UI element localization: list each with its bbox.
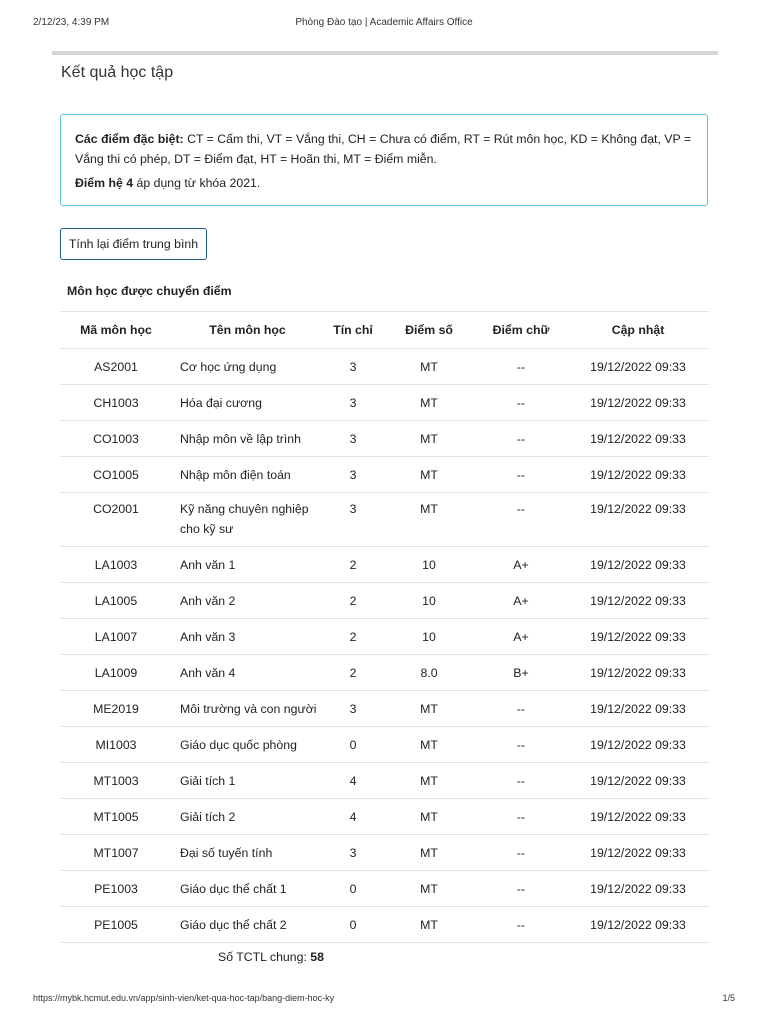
course-letter-grade: A+ bbox=[475, 583, 567, 619]
course-code: PE1005 bbox=[60, 907, 172, 943]
course-code: LA1003 bbox=[60, 547, 172, 583]
page-title: Kết quả học tập bbox=[61, 64, 174, 81]
table-header-row bbox=[60, 312, 709, 349]
table-row bbox=[60, 457, 709, 493]
course-updated: 19/12/2022 09:33 bbox=[567, 619, 709, 655]
course-score: MT bbox=[383, 727, 475, 763]
course-updated: 19/12/2022 09:33 bbox=[567, 349, 709, 385]
course-updated: 19/12/2022 09:33 bbox=[567, 655, 709, 691]
course-score: 10 bbox=[383, 619, 475, 655]
top-divider bbox=[52, 51, 718, 55]
table-row bbox=[60, 691, 709, 727]
course-code: MI1003 bbox=[60, 727, 172, 763]
header-credits: Tín chỉ bbox=[323, 312, 383, 349]
course-code: LA1005 bbox=[60, 583, 172, 619]
course-letter-grade: -- bbox=[475, 421, 567, 457]
course-name: Anh văn 4 bbox=[172, 655, 323, 691]
course-credits: 3 bbox=[323, 457, 383, 493]
course-letter-grade: A+ bbox=[475, 619, 567, 655]
course-code: CH1003 bbox=[60, 385, 172, 421]
course-score: MT bbox=[383, 493, 475, 547]
course-credits: 4 bbox=[323, 763, 383, 799]
course-score: MT bbox=[383, 907, 475, 943]
course-letter-grade: -- bbox=[475, 493, 567, 547]
table-row bbox=[60, 727, 709, 763]
course-letter-grade: -- bbox=[475, 763, 567, 799]
course-updated: 19/12/2022 09:33 bbox=[567, 835, 709, 871]
course-updated: 19/12/2022 09:33 bbox=[567, 385, 709, 421]
course-updated: 19/12/2022 09:33 bbox=[567, 421, 709, 457]
special-grades-info-box bbox=[60, 114, 708, 206]
course-credits: 0 bbox=[323, 907, 383, 943]
course-code: LA1009 bbox=[60, 655, 172, 691]
table-row bbox=[60, 349, 709, 385]
course-code: PE1003 bbox=[60, 871, 172, 907]
course-updated: 19/12/2022 09:33 bbox=[567, 691, 709, 727]
table-row bbox=[60, 619, 709, 655]
header-course-code: Mã môn học bbox=[60, 312, 172, 349]
section-title: Môn học được chuyển điểm bbox=[67, 284, 232, 298]
course-name: Anh văn 2 bbox=[172, 583, 323, 619]
course-updated: 19/12/2022 09:33 bbox=[567, 727, 709, 763]
course-updated: 19/12/2022 09:33 bbox=[567, 871, 709, 907]
course-name: Giáo dục thể chất 2 bbox=[172, 907, 323, 943]
course-name: Kỹ năng chuyên nghiệp cho kỹ sư bbox=[172, 493, 323, 547]
grade-scale-note bbox=[75, 173, 693, 193]
header-course-name: Tên môn học bbox=[172, 312, 323, 349]
header-updated: Cập nhật bbox=[567, 312, 709, 349]
course-credits: 3 bbox=[323, 835, 383, 871]
course-letter-grade: -- bbox=[475, 385, 567, 421]
course-score: 10 bbox=[383, 547, 475, 583]
table-row bbox=[60, 907, 709, 943]
header-letter-grade: Điểm chữ bbox=[475, 312, 567, 349]
special-grades-text: CT = Cấm thi, VT = Vắng thi, CH = Chưa có điểm, RT = Rút môn học, KD = Không đạt, VP = Vắng thi có phép, DT = Điểm đạt, HT = Hoãn thi, MT = Điểm miễn. bbox=[75, 132, 692, 166]
course-name: Đại số tuyến tính bbox=[172, 835, 323, 871]
course-code: AS2001 bbox=[60, 349, 172, 385]
table-row bbox=[60, 871, 709, 907]
transferred-courses-table bbox=[60, 311, 709, 943]
special-grades-label: Các điểm đặc biệt: bbox=[75, 132, 184, 146]
course-credits: 3 bbox=[323, 421, 383, 457]
course-credits: 3 bbox=[323, 493, 383, 547]
total-credits-value: 58 bbox=[310, 950, 324, 964]
course-letter-grade: B+ bbox=[475, 655, 567, 691]
course-code: LA1007 bbox=[60, 619, 172, 655]
course-credits: 2 bbox=[323, 547, 383, 583]
grade-scale-text: áp dụng từ khóa 2021. bbox=[133, 176, 261, 190]
course-updated: 19/12/2022 09:33 bbox=[567, 763, 709, 799]
print-header bbox=[0, 17, 768, 33]
header-score: Điểm số bbox=[383, 312, 475, 349]
course-credits: 0 bbox=[323, 727, 383, 763]
course-name: Môi trường và con người bbox=[172, 691, 323, 727]
course-name: Nhập môn về lập trình bbox=[172, 421, 323, 457]
course-code: CO1003 bbox=[60, 421, 172, 457]
print-datetime: 2/12/23, 4:39 PM bbox=[33, 17, 110, 28]
course-score: MT bbox=[383, 457, 475, 493]
course-updated: 19/12/2022 09:33 bbox=[567, 907, 709, 943]
print-page-number: 1/5 bbox=[722, 993, 735, 1003]
special-grades-note bbox=[75, 129, 693, 169]
course-letter-grade: -- bbox=[475, 835, 567, 871]
course-code: MT1003 bbox=[60, 763, 172, 799]
course-score: MT bbox=[383, 835, 475, 871]
course-name: Giáo dục thể chất 1 bbox=[172, 871, 323, 907]
recalculate-average-button[interactable]: Tính lại điểm trung bình bbox=[60, 228, 207, 260]
course-letter-grade: -- bbox=[475, 799, 567, 835]
course-credits: 3 bbox=[323, 691, 383, 727]
course-letter-grade: -- bbox=[475, 727, 567, 763]
table-row bbox=[60, 835, 709, 871]
course-letter-grade: -- bbox=[475, 349, 567, 385]
course-score: MT bbox=[383, 763, 475, 799]
table-row bbox=[60, 385, 709, 421]
course-name: Nhập môn điện toán bbox=[172, 457, 323, 493]
course-score: 10 bbox=[383, 583, 475, 619]
course-name: Anh văn 1 bbox=[172, 547, 323, 583]
course-credits: 4 bbox=[323, 799, 383, 835]
course-letter-grade: -- bbox=[475, 871, 567, 907]
course-score: MT bbox=[383, 421, 475, 457]
print-url: https://mybk.hcmut.edu.vn/app/sinh-vien/ket-qua-hoc-tap/bang-diem-hoc-ky bbox=[33, 993, 335, 1003]
table-row bbox=[60, 763, 709, 799]
table-row bbox=[60, 655, 709, 691]
course-credits: 2 bbox=[323, 583, 383, 619]
course-score: 8.0 bbox=[383, 655, 475, 691]
course-updated: 19/12/2022 09:33 bbox=[567, 583, 709, 619]
course-name: Giáo dục quốc phòng bbox=[172, 727, 323, 763]
course-credits: 2 bbox=[323, 655, 383, 691]
course-updated: 19/12/2022 09:33 bbox=[567, 799, 709, 835]
course-credits: 3 bbox=[323, 349, 383, 385]
course-name: Giải tích 1 bbox=[172, 763, 323, 799]
course-name: Anh văn 3 bbox=[172, 619, 323, 655]
total-credits-label: Số TCTL chung: bbox=[218, 950, 311, 964]
course-code: MT1005 bbox=[60, 799, 172, 835]
course-credits: 2 bbox=[323, 619, 383, 655]
course-score: MT bbox=[383, 691, 475, 727]
print-footer bbox=[0, 993, 768, 1007]
table-row bbox=[60, 421, 709, 457]
course-updated: 19/12/2022 09:33 bbox=[567, 457, 709, 493]
course-code: CO1005 bbox=[60, 457, 172, 493]
table-row bbox=[60, 547, 709, 583]
course-name: Cơ học ứng dụng bbox=[172, 349, 323, 385]
course-credits: 0 bbox=[323, 871, 383, 907]
course-score: MT bbox=[383, 349, 475, 385]
course-code: ME2019 bbox=[60, 691, 172, 727]
print-page-title: Phòng Đào tạo | Academic Affairs Office bbox=[295, 17, 473, 28]
course-letter-grade: -- bbox=[475, 907, 567, 943]
grade-scale-label: Điểm hệ 4 bbox=[75, 176, 134, 190]
course-letter-grade: -- bbox=[475, 691, 567, 727]
course-score: MT bbox=[383, 871, 475, 907]
course-code: MT1007 bbox=[60, 835, 172, 871]
table-row bbox=[60, 799, 709, 835]
course-updated: 19/12/2022 09:33 bbox=[567, 493, 709, 547]
total-credits bbox=[218, 950, 324, 964]
course-score: MT bbox=[383, 385, 475, 421]
course-updated: 19/12/2022 09:33 bbox=[567, 547, 709, 583]
course-name: Giải tích 2 bbox=[172, 799, 323, 835]
course-credits: 3 bbox=[323, 385, 383, 421]
course-name: Hóa đại cương bbox=[172, 385, 323, 421]
course-letter-grade: -- bbox=[475, 457, 567, 493]
course-code: CO2001 bbox=[60, 493, 172, 547]
table-row bbox=[60, 583, 709, 619]
course-score: MT bbox=[383, 799, 475, 835]
course-letter-grade: A+ bbox=[475, 547, 567, 583]
table-row bbox=[60, 493, 709, 547]
